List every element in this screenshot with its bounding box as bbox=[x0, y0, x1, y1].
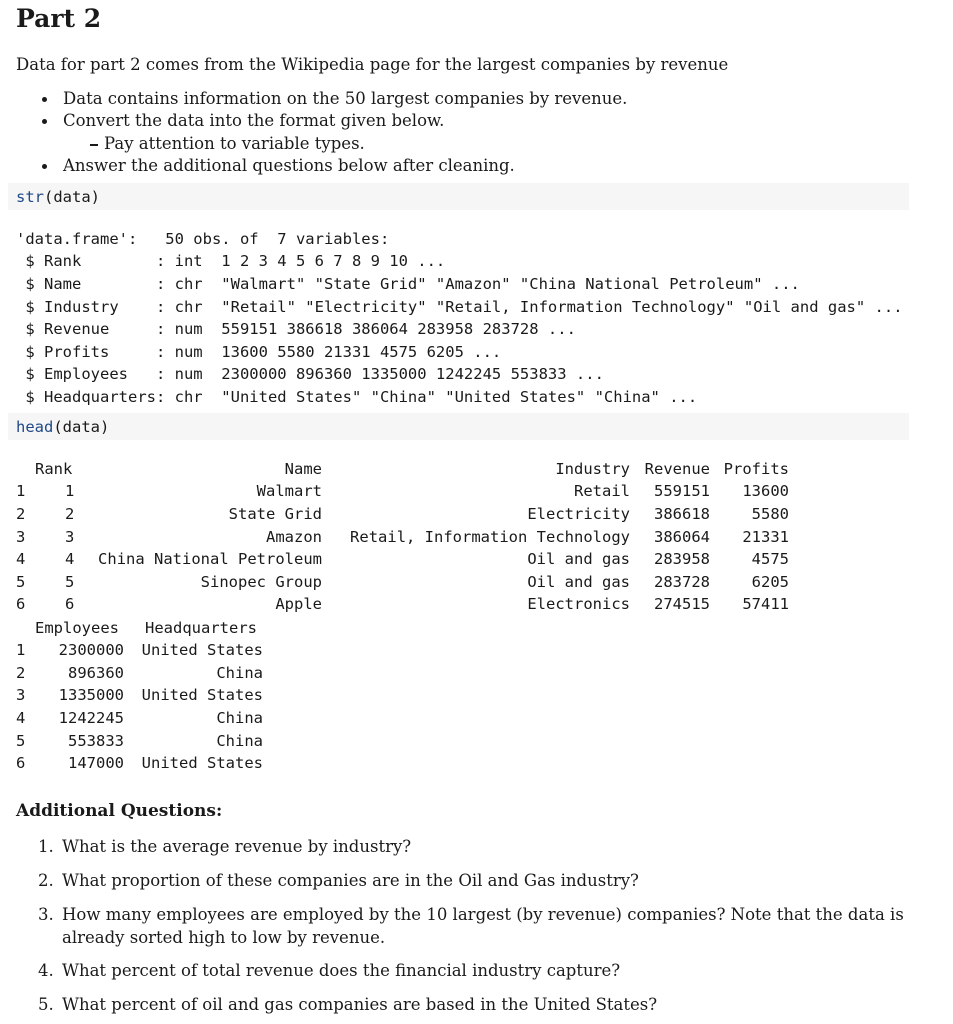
output-line: $ Rank : int 1 2 3 4 5 6 7 8 9 10 ... bbox=[16, 252, 446, 270]
cell-industry: Oil and gas bbox=[527, 573, 630, 591]
dash-marker bbox=[90, 144, 98, 146]
row-index: 6 bbox=[16, 595, 26, 613]
bullet-item: Convert the data into the format given below. bbox=[63, 111, 445, 130]
row-index: 5 bbox=[16, 573, 26, 591]
output-line: $ Industry : chr "Retail" "Electricity" "Retail, Information Technology" "Oil and gas" ... bbox=[16, 298, 903, 316]
cell-revenue: 283728 bbox=[654, 573, 710, 591]
cell-headquarters: China bbox=[216, 732, 263, 750]
question-number: 2. bbox=[38, 871, 54, 890]
output-line: $ Name : chr "Walmart" "State Grid" "Amazon" "China National Petroleum" ... bbox=[16, 275, 800, 293]
output-line: $ Revenue : num 559151 386618 386064 283958 283728 ... bbox=[16, 320, 576, 338]
cell-headquarters: China bbox=[216, 709, 263, 727]
row-index: 1 bbox=[16, 641, 26, 659]
cell-industry: Electronics bbox=[527, 595, 630, 613]
cell-industry: Electricity bbox=[527, 505, 630, 523]
bullet-item: Data contains information on the 50 largest companies by revenue. bbox=[63, 89, 628, 108]
cell-rank: 4 bbox=[65, 550, 75, 568]
question-text: What is the average revenue by industry? bbox=[62, 837, 412, 856]
question-number: 5. bbox=[38, 995, 54, 1014]
cell-headquarters: United States bbox=[141, 686, 263, 704]
cell-profits: 6205 bbox=[751, 573, 789, 591]
cell-headquarters: United States bbox=[141, 641, 263, 659]
code-head-call bbox=[16, 417, 109, 437]
cell-employees: 553833 bbox=[68, 732, 124, 750]
question-number: 3. bbox=[38, 905, 54, 924]
cell-rank: 3 bbox=[65, 528, 75, 546]
row-index: 3 bbox=[16, 686, 26, 704]
cell-name: China National Petroleum bbox=[98, 550, 322, 568]
cell-name: Walmart bbox=[256, 482, 322, 500]
bullet-dot bbox=[42, 164, 47, 169]
code-block-str bbox=[8, 183, 909, 210]
intro-paragraph: Data for part 2 comes from the Wikipedia page for the largest companies by revenue bbox=[16, 55, 729, 74]
row-index: 1 bbox=[16, 482, 26, 500]
cell-profits: 57411 bbox=[742, 595, 789, 613]
cell-industry: Retail, Information Technology bbox=[350, 528, 630, 546]
cell-revenue: 386064 bbox=[654, 528, 710, 546]
col-header-revenue: Revenue bbox=[644, 460, 710, 478]
cell-name: Sinopec Group bbox=[200, 573, 322, 591]
question-number: 4. bbox=[38, 961, 54, 980]
bullet-dot bbox=[42, 97, 47, 102]
cell-industry: Retail bbox=[574, 482, 630, 500]
col-header-industry: Industry bbox=[555, 460, 630, 478]
cell-employees: 1335000 bbox=[58, 686, 124, 704]
cell-rank: 2 bbox=[65, 505, 75, 523]
question-text: already sorted high to low by revenue. bbox=[62, 928, 386, 947]
cell-rank: 5 bbox=[65, 573, 75, 591]
row-index: 2 bbox=[16, 505, 26, 523]
output-line: 'data.frame': 50 obs. of 7 variables: bbox=[16, 230, 390, 248]
cell-employees: 2300000 bbox=[58, 641, 124, 659]
cell-revenue: 386618 bbox=[654, 505, 710, 523]
row-index: 4 bbox=[16, 709, 26, 727]
col-header-name: Name bbox=[284, 460, 322, 478]
cell-name: State Grid bbox=[228, 505, 322, 523]
cell-profits: 5580 bbox=[751, 505, 789, 523]
cell-name: Amazon bbox=[266, 528, 322, 546]
cell-industry: Oil and gas bbox=[527, 550, 630, 568]
page-title: Part 2 bbox=[16, 4, 102, 33]
col-header-employees: Employees bbox=[35, 619, 119, 637]
question-text: What percent of oil and gas companies are based in the United States? bbox=[62, 995, 658, 1014]
code-str-call bbox=[16, 187, 100, 207]
cell-employees: 896360 bbox=[68, 664, 124, 682]
row-index: 4 bbox=[16, 550, 26, 568]
function-args: (data) bbox=[44, 188, 100, 206]
cell-profits: 13600 bbox=[742, 482, 789, 500]
row-index: 6 bbox=[16, 754, 26, 772]
cell-employees: 1242245 bbox=[58, 709, 124, 727]
code-block-head bbox=[8, 413, 909, 440]
output-line: $ Headquarters: chr "United States" "China" "United States" "China" ... bbox=[16, 388, 698, 406]
cell-employees: 147000 bbox=[68, 754, 124, 772]
question-text: How many employees are employed by the 10 largest (by revenue) companies? Note that the data is bbox=[62, 905, 904, 924]
cell-profits: 4575 bbox=[751, 550, 789, 568]
function-args: (data) bbox=[53, 418, 110, 436]
cell-revenue: 283958 bbox=[654, 550, 710, 568]
question-text: What proportion of these companies are in the Oil and Gas industry? bbox=[62, 871, 639, 890]
question-text: What percent of total revenue does the financial industry capture? bbox=[62, 961, 621, 980]
row-index: 5 bbox=[16, 732, 26, 750]
cell-profits: 21331 bbox=[742, 528, 789, 546]
cell-headquarters: United States bbox=[141, 754, 263, 772]
row-index: 3 bbox=[16, 528, 26, 546]
cell-revenue: 559151 bbox=[654, 482, 710, 500]
cell-rank: 6 bbox=[65, 595, 75, 613]
function-name: str bbox=[16, 188, 44, 206]
question-number: 1. bbox=[38, 837, 54, 856]
row-index: 2 bbox=[16, 664, 26, 682]
output-line: $ Profits : num 13600 5580 21331 4575 6205 ... bbox=[16, 343, 502, 361]
questions-heading: Additional Questions: bbox=[16, 801, 223, 821]
bullet-item: Answer the additional questions below after cleaning. bbox=[63, 156, 515, 175]
col-header-headquarters: Headquarters bbox=[145, 619, 257, 637]
cell-name: Apple bbox=[275, 595, 322, 613]
col-header-profits: Profits bbox=[723, 460, 789, 478]
cell-headquarters: China bbox=[216, 664, 263, 682]
function-name: head bbox=[16, 418, 54, 436]
cell-rank: 1 bbox=[65, 482, 75, 500]
bullet-dot bbox=[42, 119, 47, 124]
output-line: $ Employees : num 2300000 896360 1335000 1242245 553833 ... bbox=[16, 365, 604, 383]
sub-bullet-item: Pay attention to variable types. bbox=[104, 134, 365, 153]
col-header-rank: Rank bbox=[35, 460, 73, 478]
cell-revenue: 274515 bbox=[654, 595, 710, 613]
